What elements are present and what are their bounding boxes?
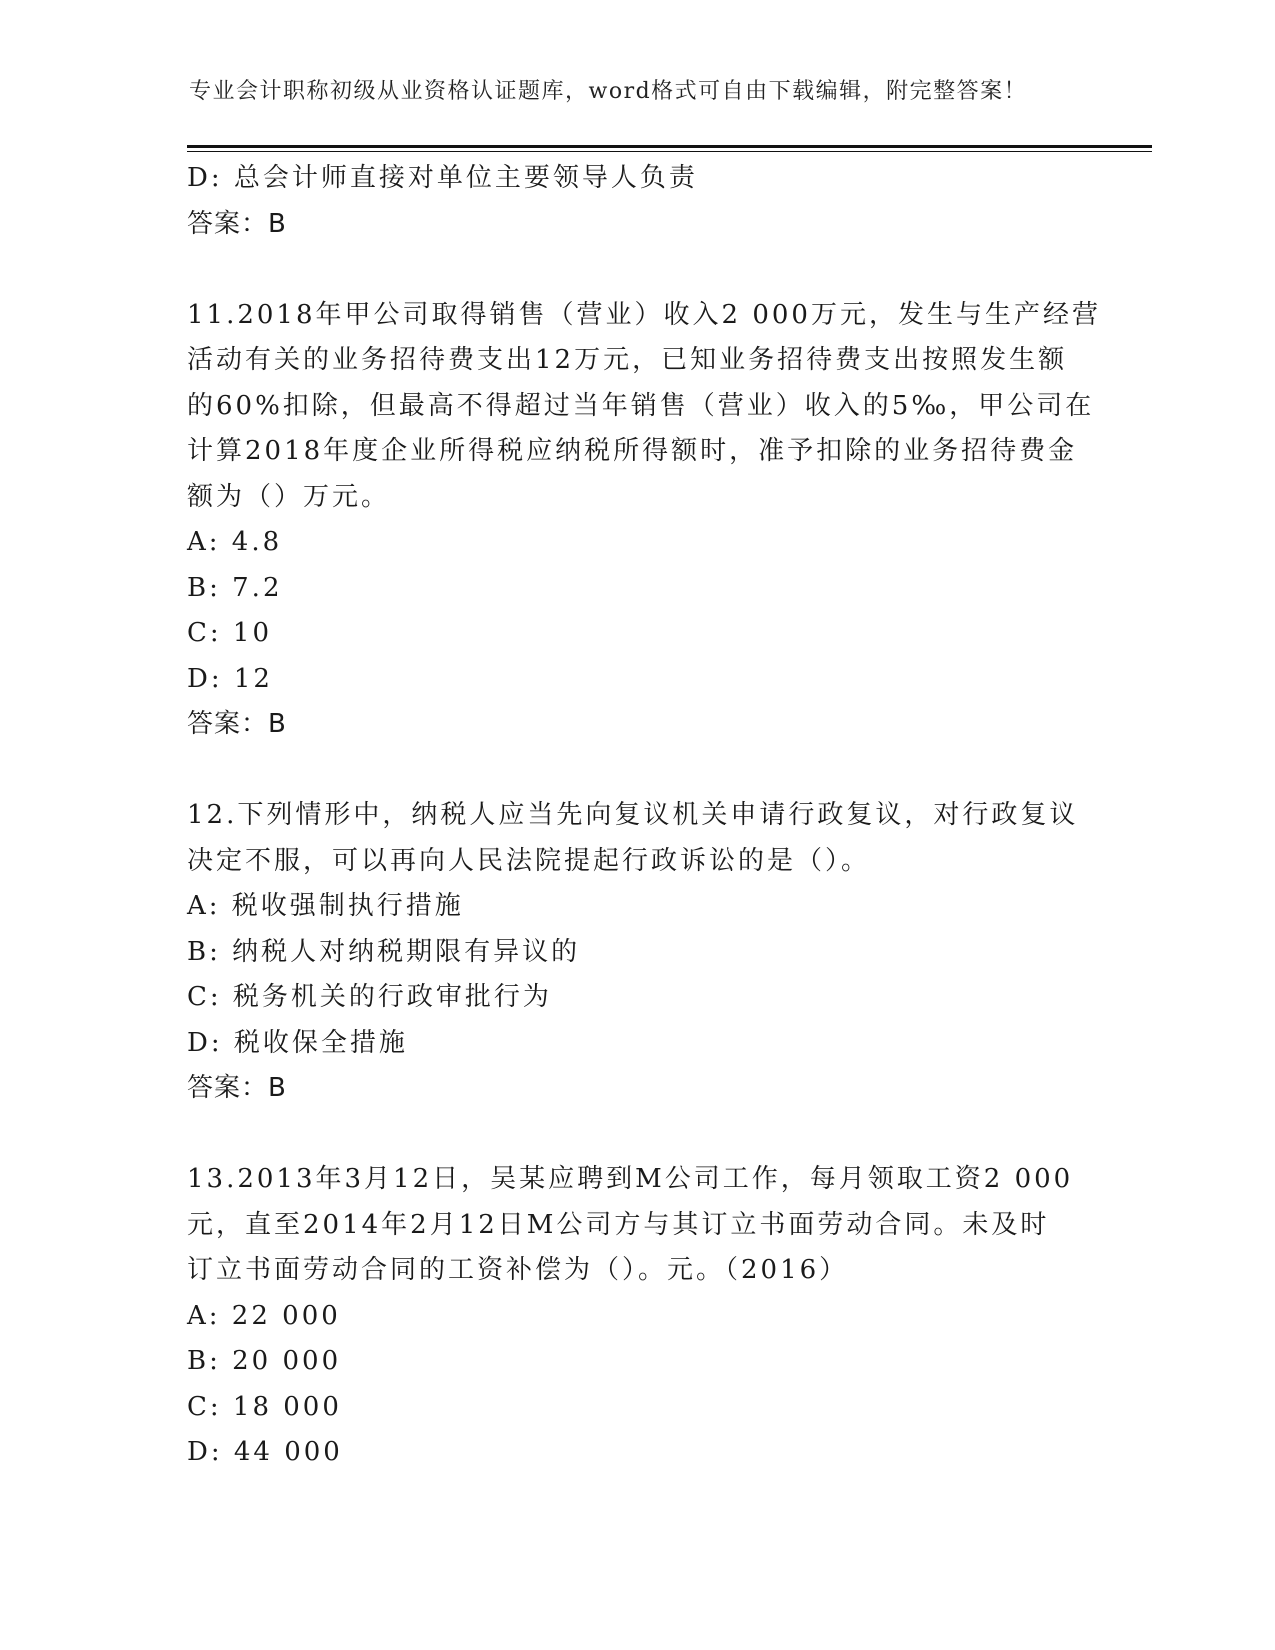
document-body (187, 156, 1101, 1476)
question-stem-line: 计算2018年度企业所得税应纳税所得额时，准予扣除的业务招待费金 (187, 436, 1078, 466)
question-stem-line: 的60%扣除，但最高不得超过当年销售（营业）收入的5‰，甲公司在 (187, 390, 1095, 421)
question-stem-line: 决定不服，可以再向人民法院提起行政诉讼的是（）。 (187, 845, 871, 876)
question-stem-line: 额为（）万元。 (187, 481, 391, 512)
answer-line: 答案：B (187, 709, 287, 739)
question-10-continued (187, 156, 1087, 247)
option-b: B: 纳税人对纳税期限有异议的 (187, 936, 581, 967)
question-stem-line: 11.2018年甲公司取得销售（营业）收入2 000万元，发生与生产经营 (187, 299, 1101, 330)
spacer (187, 247, 1087, 293)
option-d: D: 税收保全措施 (187, 1027, 408, 1058)
question-12 (187, 793, 1087, 1112)
option-b: B: 20 000 (187, 1346, 342, 1376)
option-d: D: 总会计师直接对单位主要领导人负责 (187, 163, 698, 193)
option-d: D: 12 (187, 663, 273, 694)
question-stem-line: 订立书面劳动合同的工资补偿为（）。元。（2016） (187, 1255, 849, 1285)
option-c: C: 18 000 (187, 1391, 342, 1422)
option-c: C: 税务机关的行政审批行为 (187, 982, 552, 1012)
option-c: C: 10 (187, 618, 273, 648)
answer-line: 答案：B (187, 1073, 287, 1103)
spacer (187, 748, 1087, 794)
answer-line: 答案：B (187, 208, 287, 239)
option-d: D: 44 000 (187, 1437, 343, 1467)
question-stem-line: 活动有关的业务招待费支出12万元，已知业务招待费支出按照发生额 (187, 345, 1068, 375)
question-stem-line: 12.下列情形中，纳税人应当先向复议机关申请行政复议，对行政复议 (187, 800, 1079, 830)
question-13 (187, 1157, 1087, 1476)
option-a: A: 税收强制执行措施 (187, 891, 464, 921)
header-rule-thick (187, 145, 1152, 148)
option-a: A: 4.8 (187, 527, 283, 557)
page-header: 专业会计职称初级从业资格认证题库，word格式可自由下载编辑，附完整答案！ (189, 79, 1028, 104)
question-stem-line: 元，直至2014年2月12日M公司方与其订立书面劳动合同。未及时 (187, 1209, 1050, 1240)
option-a: A: 22 000 (187, 1300, 341, 1331)
header-rule-thin (187, 151, 1152, 152)
question-11 (187, 293, 1101, 748)
option-b: B: 7.2 (187, 572, 283, 603)
spacer (187, 1112, 1087, 1158)
question-stem-line: 13.2013年3月12日，吴某应聘到M公司工作，每月领取工资2 000 (187, 1164, 1074, 1194)
